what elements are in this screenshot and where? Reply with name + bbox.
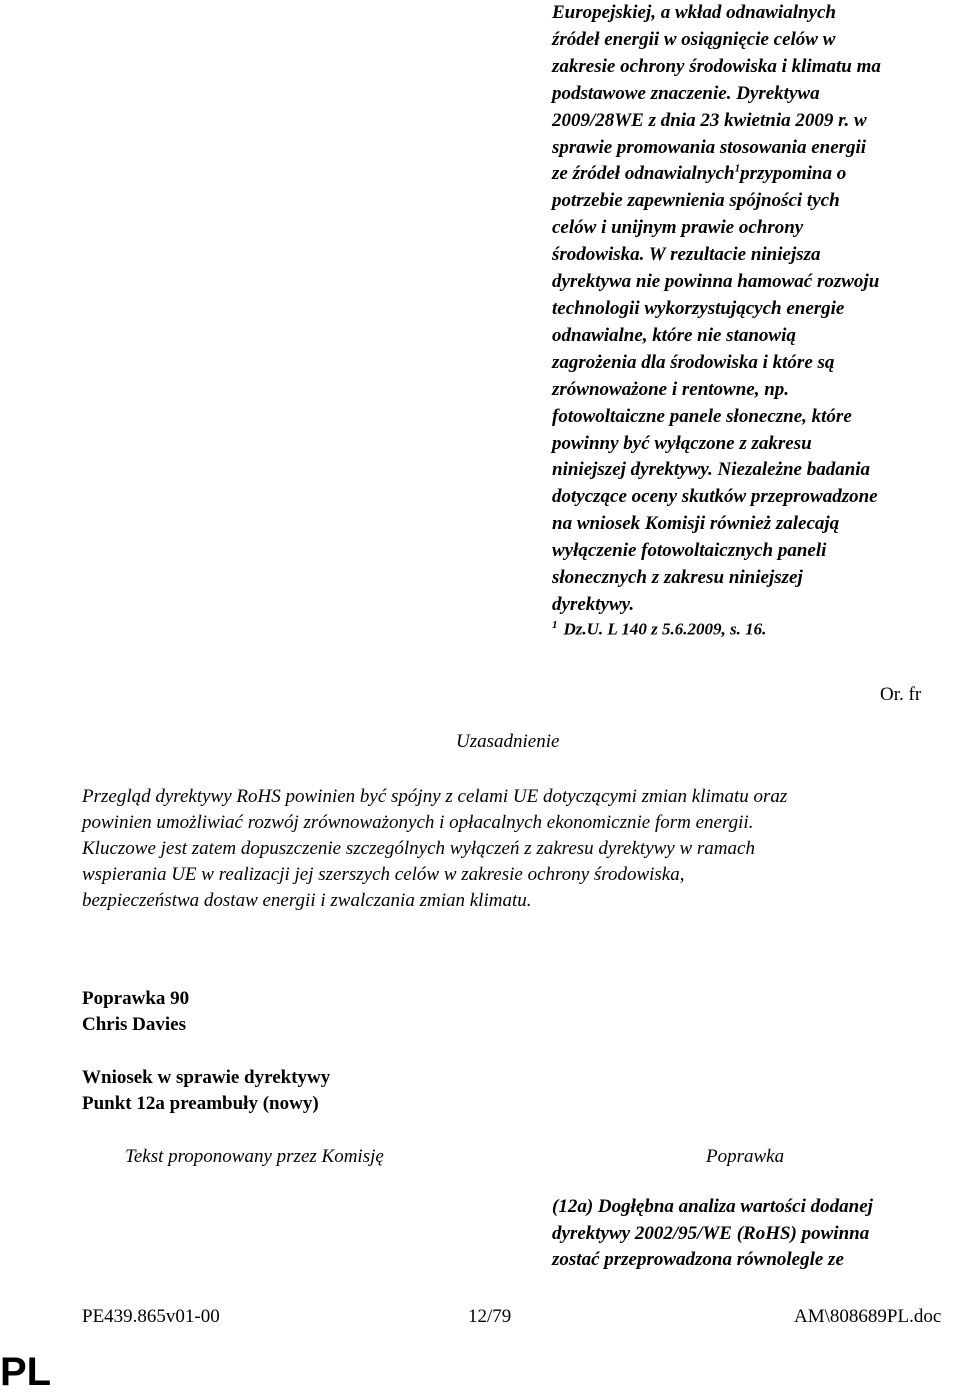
footer-file-name: AM\808689PL.doc [794,1306,942,1327]
footer-doc-ref: PE439.865v01-00 [82,1306,220,1327]
justification-body: Przegląd dyrektywy RoHS powinien być spójny z celami UE dotyczącymi zmian klimatu oraz powinien umożliwiać rozwój zrównoważonych i opłacalnych ekonomicznie form energii. Kluczowe jest zatem dopuszczenie szczególnych wyłączeń z zakresu dyrektywy w ramach wspierania UE w realizacji jej szerszych celów w zakresie ochrony środowiska, bezpieczeństwa dostaw energii i zwalczania zmian klimatu. [82,786,788,911]
amendment-author: Chris Davies [82,1014,186,1035]
footnote-number: 1 [552,619,558,631]
footer-page-number: 12/79 [468,1306,512,1327]
continued-text-part1: Europejskiej, a wkład odnawialnych źródeł energii w osiągnięcie celów w zakresie ochrony środowiska i klimatu ma podstawowe znaczenie. Dyrektywa 2009/28WE z dnia 23 kwietnia 2009 r. w sprawie promowania stosowania energii ze źródeł odnawialnych [552,2,881,185]
footnote-text: Dz.U. L 140 z 5.6.2009, s. 16. [563,619,767,639]
continued-text-part2: przypomina o potrzebie zapewnienia spójności tych celów i unijnym prawie ochrony środowiska. W rezultacie niniejsza dyrektywa nie powinna hamować rozwoju technologii wykorzystujących energie odnawialne, które nie stanowią zagrożenia dla środowiska i które są zrównoważone i rentowne, np. fotowoltaiczne panele słoneczne, które powinny być wyłączone z zakresu niniejszej dyrektywy. Niezależne badania dotyczące oceny skutków przeprowadzone na wniosek Komisji również zalecają wyłączenie fotowoltaicznych paneli słonecznych z zakresu niniejszej dyrektywy. [552,163,880,615]
language-code: PL [0,1350,52,1394]
proposal-title: Wniosek w sprawie dyrektywy [82,1067,331,1088]
amendment-point: Punkt 12a preambuły (nowy) [82,1093,319,1114]
justification-title: Uzasadnienie [456,731,560,752]
column-header-commission-text: Tekst proponowany przez Komisję [125,1146,384,1167]
original-language: Or. fr [880,684,922,705]
column-header-amendment: Poprawka [706,1146,785,1167]
footnote [552,619,766,640]
amendment-number: Poprawka 90 [82,988,190,1009]
amendment-text: (12a) Dogłębna analiza wartości dodanej dyrektywy 2002/95/WE (RoHS) powinna zostać przeprowadzona równolegle ze [552,1196,873,1270]
footnote-reference[interactable]: 1 [734,163,741,176]
continued-amendment-text [552,0,947,619]
